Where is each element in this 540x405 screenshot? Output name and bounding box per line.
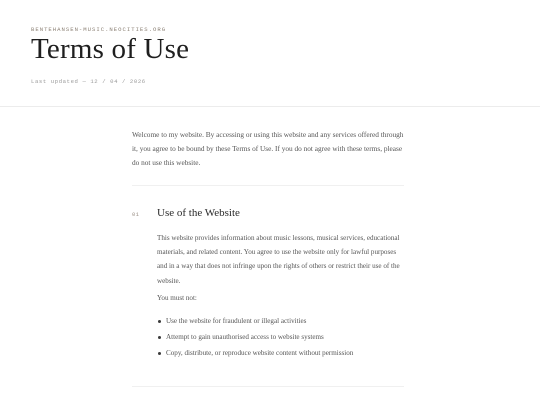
page-title: Terms of Use bbox=[31, 33, 190, 65]
section-title: Use of the Website bbox=[157, 207, 240, 219]
prohibited-uses-list bbox=[157, 316, 353, 364]
intro-paragraph: Welcome to my website. By accessing or using this website and any services offered through it, you agree to be bound by these Terms of Use. If you do not agree with these terms, please do not use this website. bbox=[132, 130, 404, 168]
site-address[interactable]: BENTEHANSEN-MUSIC.NEOCITIES.ORG bbox=[31, 26, 167, 33]
section-lead-text: You must not: bbox=[157, 294, 197, 302]
list-item-text: Attempt to gain unauthorised access to website systems bbox=[166, 333, 324, 341]
bullet-icon bbox=[158, 336, 161, 339]
section-divider bbox=[132, 386, 404, 387]
bullet-icon bbox=[158, 352, 161, 355]
list-item-text: Use the website for fraudulent or illegal activities bbox=[166, 317, 307, 325]
bullet-icon bbox=[158, 320, 161, 323]
section-number: 01 bbox=[132, 212, 140, 218]
list-item bbox=[157, 316, 353, 332]
list-item bbox=[157, 348, 353, 364]
page-header bbox=[0, 0, 540, 107]
list-item bbox=[157, 332, 353, 348]
section-body: This website provides information about music lessons, musical services, educational materials, and related content. You agree to use the website only for lawful purposes and in a way that does not infringe upon the rights of others or restrict their use of the website. bbox=[157, 234, 400, 285]
intro-divider bbox=[132, 185, 404, 186]
last-updated-date: Last updated — 12 / 04 / 2026 bbox=[31, 78, 146, 85]
list-item-text: Copy, distribute, or reproduce website content without permission bbox=[166, 349, 354, 357]
